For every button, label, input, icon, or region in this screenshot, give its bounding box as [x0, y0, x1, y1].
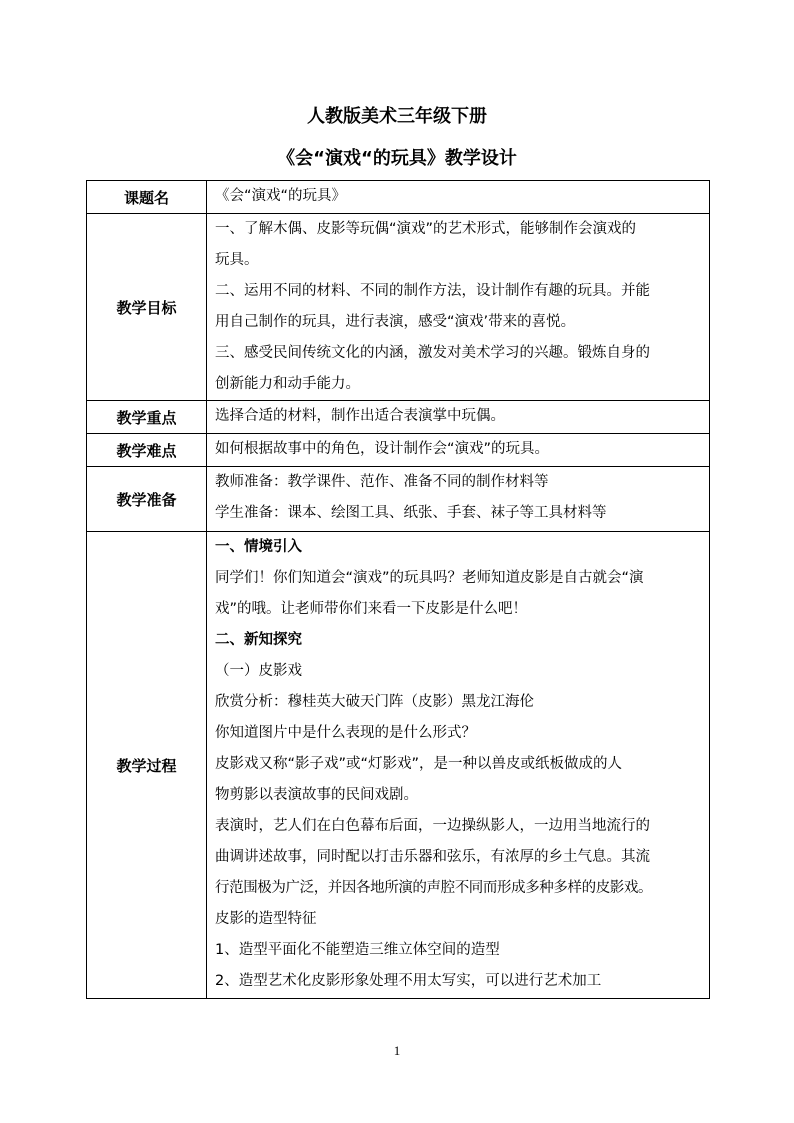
content-line: 皮影的造型特征 — [215, 911, 317, 927]
content-line: 欣赏分析：穆桂英大破天门阵（皮影）黑龙江海伦 — [215, 694, 534, 710]
content-line: 创新能力和动手能力。 — [215, 376, 360, 392]
content-line: 曲调讲述故事，同时配以打击乐器和弦乐，有浓厚的乡土气息。其流 — [215, 849, 650, 865]
content-line: 同学们！你们知道会“演戏”的玩具吗？老师知道皮影是自古就会“演 — [215, 570, 644, 586]
document-title-line1: 人教版美术三年级下册 — [307, 106, 487, 127]
page-number: 1 — [393, 1043, 401, 1058]
content-line: 皮影戏又称“影子戏”或“灯影戏”，是一种以兽皮或纸板做成的人 — [215, 756, 623, 772]
content-line: （一）皮影戏 — [215, 663, 302, 679]
content-line: 教师准备：教学课件、范作、准备不同的制作材料等 — [215, 474, 549, 490]
content-line: 玩具。 — [215, 252, 259, 268]
table-row-topic — [87, 181, 710, 214]
content-line: 如何根据故事中的角色，设计制作会“演戏”的玩具。 — [215, 441, 550, 457]
content-line: 戏”的哦。让老师带你们来看一下皮影是什么吧！ — [215, 601, 528, 617]
row-content-objectives — [207, 214, 710, 401]
content-line: 2、造型艺术化皮影形象处理不用太写实，可以进行艺术加工 — [215, 973, 602, 989]
content-line: 一、了解木偶、皮影等玩偶“演戏”的艺术形式，能够制作会演戏的 — [215, 221, 637, 237]
row-content-topic — [207, 181, 710, 214]
lesson-plan-table — [86, 180, 710, 999]
table-row-key-points — [87, 401, 710, 434]
row-content-preparation — [207, 467, 710, 532]
section-heading: 二、新知探究 — [215, 632, 302, 648]
row-content-process — [207, 532, 710, 999]
content-line: 二、运用不同的材料、不同的制作方法，设计制作有趣的玩具。并能 — [215, 283, 650, 299]
content-line: 用自己制作的玩具，进行表演，感受“演戏’带来的喜悦。 — [215, 314, 576, 330]
content-line: 表演时，艺人们在白色幕布后面，一边操纵影人，一边用当地流行的 — [215, 818, 650, 834]
table-row-process — [87, 532, 710, 999]
row-label-preparation: 教学准备 — [87, 467, 207, 532]
content-line: 学生准备：课本、绘图工具、纸张、手套、袜子等工具材料等 — [215, 505, 607, 521]
row-label-key-points: 教学重点 — [87, 401, 207, 434]
row-label-objectives: 教学目标 — [87, 214, 207, 401]
row-label-difficulties: 教学难点 — [87, 434, 207, 467]
table-row-objectives — [87, 214, 710, 401]
content-line: 你知道图片中是什么表现的是什么形式？ — [215, 725, 476, 741]
section-heading: 一、情境引入 — [215, 539, 302, 555]
content-line: 选择合适的材料，制作出适合表演掌中玩偶。 — [215, 408, 505, 424]
row-label-process: 教学过程 — [87, 532, 207, 999]
content-line: 行范围极为广泛，并因各地所演的声腔不同而形成多种多样的皮影戏。 — [215, 880, 653, 896]
row-content-difficulties — [207, 434, 710, 467]
row-label-topic: 课题名 — [87, 181, 207, 214]
content-line: 1、造型平面化不能塑造三维立体空间的造型 — [215, 942, 500, 958]
content-line: 《会“演戏“的玩具》 — [215, 188, 347, 204]
document-title-line2: 《会“演戏“的玩具》教学设计 — [277, 148, 517, 169]
table-row-difficulties — [87, 434, 710, 467]
table-row-preparation — [87, 467, 710, 532]
content-line: 三、感受民间传统文化的内涵，激发对美术学习的兴趣。锻炼自身的 — [215, 345, 650, 361]
content-line: 物剪影以表演故事的民间戏剧。 — [215, 787, 418, 803]
row-content-key-points — [207, 401, 710, 434]
